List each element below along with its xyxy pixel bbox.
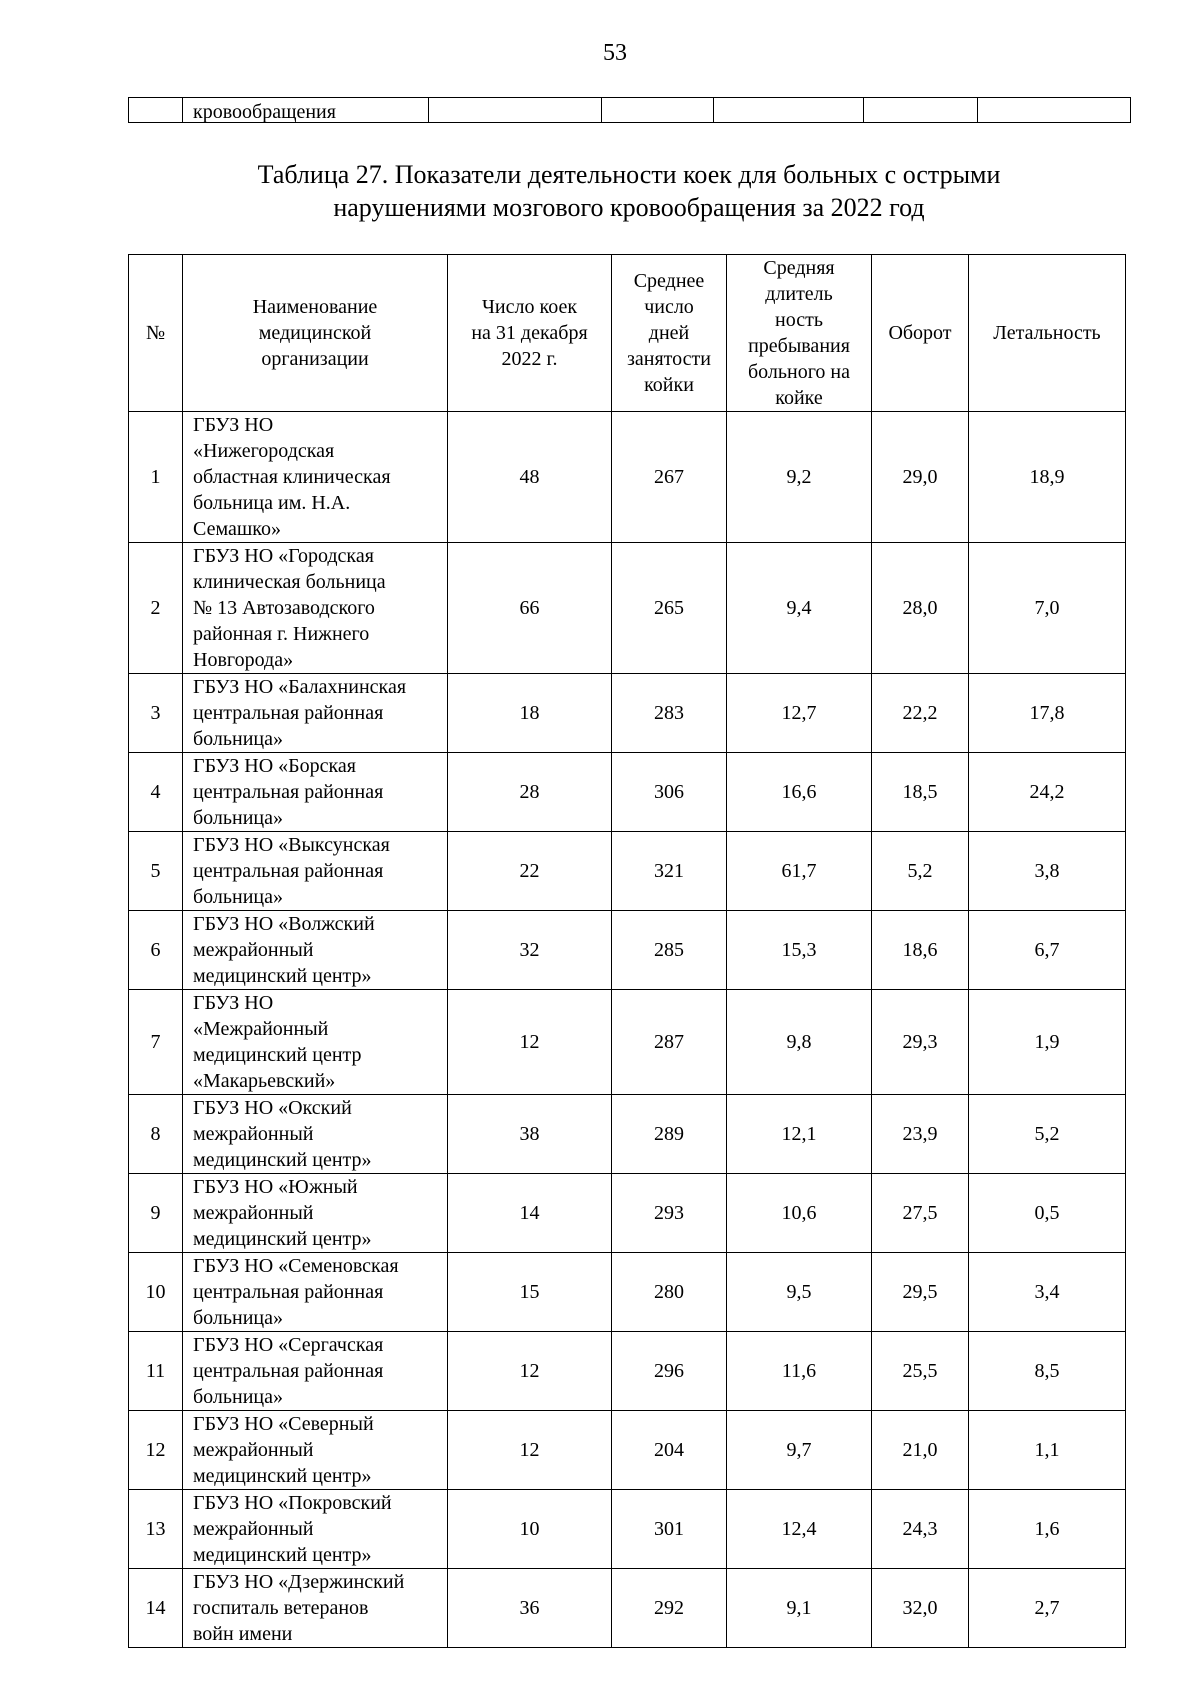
row-number: 9 bbox=[129, 1174, 183, 1253]
header-text-line: Средняя bbox=[763, 257, 835, 279]
organization-name-line: межрайонный bbox=[193, 1123, 314, 1145]
organization-name-line: медицинский центр» bbox=[193, 1465, 372, 1487]
row-number: 10 bbox=[129, 1253, 183, 1332]
organization-name-line: центральная районная bbox=[193, 702, 384, 724]
table-cell bbox=[429, 98, 602, 123]
organization-name-line: ГБУЗ НО «Семеновская bbox=[193, 1255, 399, 1277]
organization-name bbox=[183, 1095, 448, 1174]
avg-bed-days: 293 bbox=[612, 1174, 727, 1253]
avg-bed-days: 292 bbox=[612, 1569, 727, 1648]
organization-name-line: медицинский центр bbox=[193, 1044, 362, 1066]
turnover: 27,5 bbox=[872, 1174, 969, 1253]
previous-table-continuation bbox=[128, 97, 1131, 123]
organization-name-line: ГБУЗ НО «Сергачская bbox=[193, 1334, 384, 1356]
row-number: 3 bbox=[129, 674, 183, 753]
table-row bbox=[129, 674, 1126, 753]
row-number: 4 bbox=[129, 753, 183, 832]
bed-count: 12 bbox=[448, 990, 612, 1095]
lethality: 3,4 bbox=[969, 1253, 1126, 1332]
turnover: 23,9 bbox=[872, 1095, 969, 1174]
table-row bbox=[129, 1332, 1126, 1411]
bed-indicators-table bbox=[128, 254, 1126, 1648]
lethality: 7,0 bbox=[969, 543, 1126, 674]
avg-stay-duration: 9,5 bbox=[727, 1253, 872, 1332]
turnover: 25,5 bbox=[872, 1332, 969, 1411]
lethality: 8,5 bbox=[969, 1332, 1126, 1411]
lethality: 2,7 bbox=[969, 1569, 1126, 1648]
header-row bbox=[129, 255, 1126, 412]
organization-name-line: ГБУЗ НО «Южный bbox=[193, 1176, 358, 1198]
organization-name bbox=[183, 1569, 448, 1648]
organization-name bbox=[183, 832, 448, 911]
organization-name-line: больница» bbox=[193, 1386, 283, 1408]
header-avg-bed-days bbox=[612, 255, 727, 412]
header-organization-name bbox=[183, 255, 448, 412]
row-number: 2 bbox=[129, 543, 183, 674]
organization-name-line: медицинский центр» bbox=[193, 1149, 372, 1171]
bed-count: 32 bbox=[448, 911, 612, 990]
table-cell bbox=[978, 98, 1131, 123]
row-number: 5 bbox=[129, 832, 183, 911]
organization-name-line: медицинский центр» bbox=[193, 1228, 372, 1250]
organization-name-line: ГБУЗ НО «Волжский bbox=[193, 913, 375, 935]
page-number: 53 bbox=[603, 40, 627, 66]
header-text-line: число bbox=[644, 296, 694, 318]
avg-bed-days: 267 bbox=[612, 412, 727, 543]
avg-stay-duration: 15,3 bbox=[727, 911, 872, 990]
lethality: 0,5 bbox=[969, 1174, 1126, 1253]
organization-name-line: ГБУЗ НО bbox=[193, 992, 274, 1014]
avg-stay-duration: 9,1 bbox=[727, 1569, 872, 1648]
table-row bbox=[129, 1174, 1126, 1253]
lethality: 1,6 bbox=[969, 1490, 1126, 1569]
lethality: 6,7 bbox=[969, 911, 1126, 990]
table-row bbox=[129, 543, 1126, 674]
bed-count: 12 bbox=[448, 1411, 612, 1490]
table-cell bbox=[714, 98, 864, 123]
header-lethality: Летальность bbox=[969, 255, 1126, 412]
table-body bbox=[129, 412, 1126, 1648]
header-text-line: дней bbox=[648, 322, 690, 344]
row-number: 12 bbox=[129, 1411, 183, 1490]
organization-name-line: «Межрайонный bbox=[193, 1018, 329, 1040]
table-row bbox=[129, 1569, 1126, 1648]
header-text-line: Число коек bbox=[481, 296, 578, 318]
turnover: 29,0 bbox=[872, 412, 969, 543]
organization-name bbox=[183, 753, 448, 832]
avg-stay-duration: 11,6 bbox=[727, 1332, 872, 1411]
row-number: 11 bbox=[129, 1332, 183, 1411]
bed-count: 38 bbox=[448, 1095, 612, 1174]
bed-count: 28 bbox=[448, 753, 612, 832]
organization-name-line: межрайонный bbox=[193, 1202, 314, 1224]
avg-stay-duration: 16,6 bbox=[727, 753, 872, 832]
organization-name bbox=[183, 674, 448, 753]
lethality: 24,2 bbox=[969, 753, 1126, 832]
bed-count: 48 bbox=[448, 412, 612, 543]
organization-name-line: центральная районная bbox=[193, 860, 384, 882]
organization-name-line: ГБУЗ НО «Борская bbox=[193, 755, 356, 777]
table-row bbox=[129, 1253, 1126, 1332]
bed-count: 15 bbox=[448, 1253, 612, 1332]
header-text-line: занятости bbox=[627, 348, 711, 370]
table-cell bbox=[864, 98, 978, 123]
lethality: 5,2 bbox=[969, 1095, 1126, 1174]
header-avg-stay-duration bbox=[727, 255, 872, 412]
organization-name-line: ГБУЗ НО «Выксунская bbox=[193, 834, 390, 856]
header-text-line: Наименование bbox=[252, 296, 378, 318]
table-caption bbox=[128, 158, 1130, 224]
organization-name bbox=[183, 1490, 448, 1569]
organization-name-line: областная клиническая bbox=[193, 466, 391, 488]
row-number: 1 bbox=[129, 412, 183, 543]
organization-name-line: больница» bbox=[193, 728, 283, 750]
avg-bed-days: 289 bbox=[612, 1095, 727, 1174]
avg-bed-days: 285 bbox=[612, 911, 727, 990]
lethality: 1,1 bbox=[969, 1411, 1126, 1490]
avg-bed-days: 321 bbox=[612, 832, 727, 911]
organization-name-line: ГБУЗ НО «Дзержинский bbox=[193, 1571, 405, 1593]
avg-stay-duration: 61,7 bbox=[727, 832, 872, 911]
table-row bbox=[129, 832, 1126, 911]
header-text-line: пребывания bbox=[748, 335, 850, 357]
row-number: 13 bbox=[129, 1490, 183, 1569]
avg-stay-duration: 9,4 bbox=[727, 543, 872, 674]
avg-bed-days: 265 bbox=[612, 543, 727, 674]
avg-stay-duration: 12,4 bbox=[727, 1490, 872, 1569]
organization-name-line: центральная районная bbox=[193, 1281, 384, 1303]
avg-bed-days: 287 bbox=[612, 990, 727, 1095]
turnover: 24,3 bbox=[872, 1490, 969, 1569]
organization-name-line: межрайонный bbox=[193, 1439, 314, 1461]
turnover: 29,5 bbox=[872, 1253, 969, 1332]
organization-name-line: межрайонный bbox=[193, 939, 314, 961]
header-text-line: ность bbox=[775, 309, 823, 331]
organization-name-line: Новгорода» bbox=[193, 649, 294, 671]
organization-name-line: ГБУЗ НО «Городская bbox=[193, 545, 374, 567]
organization-name bbox=[183, 911, 448, 990]
table-caption-line: Таблица 27. Показатели деятельности коек для больных с острыми bbox=[257, 160, 1001, 189]
table-row bbox=[129, 412, 1126, 543]
table-row bbox=[129, 753, 1126, 832]
row-number: 8 bbox=[129, 1095, 183, 1174]
organization-name-line: центральная районная bbox=[193, 781, 384, 803]
organization-name-line: межрайонный bbox=[193, 1518, 314, 1540]
table-cell bbox=[602, 98, 714, 123]
header-number: № bbox=[129, 255, 183, 412]
organization-name-line: больница» bbox=[193, 807, 283, 829]
lethality: 1,9 bbox=[969, 990, 1126, 1095]
avg-bed-days: 301 bbox=[612, 1490, 727, 1569]
organization-name bbox=[183, 543, 448, 674]
organization-name-line: войн имени bbox=[193, 1623, 293, 1645]
turnover: 21,0 bbox=[872, 1411, 969, 1490]
table-caption-line: нарушениями мозгового кровообращения за 2022 год bbox=[333, 193, 925, 222]
organization-name-line: ГБУЗ НО «Северный bbox=[193, 1413, 374, 1435]
avg-bed-days: 296 bbox=[612, 1332, 727, 1411]
turnover: 28,0 bbox=[872, 543, 969, 674]
header-text-line: на 31 декабря bbox=[471, 322, 588, 344]
turnover: 18,5 bbox=[872, 753, 969, 832]
lethality: 18,9 bbox=[969, 412, 1126, 543]
row-number: 14 bbox=[129, 1569, 183, 1648]
header-turnover: Оборот bbox=[872, 255, 969, 412]
organization-name-line: ГБУЗ НО «Балахнинская bbox=[193, 676, 407, 698]
row-number: 7 bbox=[129, 990, 183, 1095]
organization-name-line: больница» bbox=[193, 886, 283, 908]
organization-name-line: «Макарьевский» bbox=[193, 1070, 336, 1092]
organization-name bbox=[183, 1411, 448, 1490]
avg-bed-days: 280 bbox=[612, 1253, 727, 1332]
avg-stay-duration: 9,7 bbox=[727, 1411, 872, 1490]
organization-name-line: медицинский центр» bbox=[193, 1544, 372, 1566]
header-text-line: длитель bbox=[765, 283, 833, 305]
organization-name bbox=[183, 412, 448, 543]
avg-stay-duration: 12,1 bbox=[727, 1095, 872, 1174]
organization-name-line: медицинский центр» bbox=[193, 965, 372, 987]
organization-name-line: районная г. Нижнего bbox=[193, 623, 370, 645]
header-text-line: больного на bbox=[747, 361, 850, 383]
turnover: 22,2 bbox=[872, 674, 969, 753]
bed-count: 36 bbox=[448, 1569, 612, 1648]
header-text-line: койке bbox=[775, 387, 823, 409]
lethality: 3,8 bbox=[969, 832, 1126, 911]
organization-name-line: больница им. Н.А. bbox=[193, 492, 351, 514]
avg-stay-duration: 9,8 bbox=[727, 990, 872, 1095]
avg-bed-days: 283 bbox=[612, 674, 727, 753]
organization-name-line: больница» bbox=[193, 1307, 283, 1329]
header-text-line: 2022 г. bbox=[501, 348, 558, 370]
organization-name-line: ГБУЗ НО «Покровский bbox=[193, 1492, 392, 1514]
organization-name bbox=[183, 1174, 448, 1253]
turnover: 5,2 bbox=[872, 832, 969, 911]
avg-bed-days: 204 bbox=[612, 1411, 727, 1490]
bed-count: 14 bbox=[448, 1174, 612, 1253]
avg-bed-days: 306 bbox=[612, 753, 727, 832]
bed-count: 66 bbox=[448, 543, 612, 674]
bed-count: 22 bbox=[448, 832, 612, 911]
lethality: 17,8 bbox=[969, 674, 1126, 753]
organization-name-line: госпиталь ветеранов bbox=[193, 1597, 369, 1619]
avg-stay-duration: 12,7 bbox=[727, 674, 872, 753]
organization-name bbox=[183, 1332, 448, 1411]
table-row bbox=[129, 1411, 1126, 1490]
continuation-row bbox=[129, 98, 1131, 123]
bed-count: 10 bbox=[448, 1490, 612, 1569]
header-text-line: медицинской bbox=[258, 322, 372, 344]
table-row bbox=[129, 1095, 1126, 1174]
avg-stay-duration: 9,2 bbox=[727, 412, 872, 543]
table-cell bbox=[129, 98, 183, 123]
turnover: 32,0 bbox=[872, 1569, 969, 1648]
organization-name-line: ГБУЗ НО «Окский bbox=[193, 1097, 352, 1119]
header-text-line: организации bbox=[261, 348, 369, 370]
organization-name bbox=[183, 1253, 448, 1332]
organization-name bbox=[183, 990, 448, 1095]
turnover: 18,6 bbox=[872, 911, 969, 990]
table-row bbox=[129, 990, 1126, 1095]
organization-name-line: № 13 Автозаводского bbox=[193, 597, 375, 619]
avg-stay-duration: 10,6 bbox=[727, 1174, 872, 1253]
header-bed-count bbox=[448, 255, 612, 412]
organization-name-line: центральная районная bbox=[193, 1360, 384, 1382]
table-cell: кровообращения bbox=[183, 98, 429, 123]
turnover: 29,3 bbox=[872, 990, 969, 1095]
table-row bbox=[129, 911, 1126, 990]
header-text-line: Среднее bbox=[633, 270, 705, 292]
row-number: 6 bbox=[129, 911, 183, 990]
bed-count: 12 bbox=[448, 1332, 612, 1411]
organization-name-line: Семашко» bbox=[193, 518, 281, 540]
organization-name-line: «Нижегородская bbox=[193, 440, 335, 462]
organization-name-line: ГБУЗ НО bbox=[193, 414, 274, 436]
bed-count: 18 bbox=[448, 674, 612, 753]
table-row bbox=[129, 1490, 1126, 1569]
header-text-line: койки bbox=[644, 374, 694, 396]
organization-name-line: клиническая больница bbox=[193, 571, 386, 593]
